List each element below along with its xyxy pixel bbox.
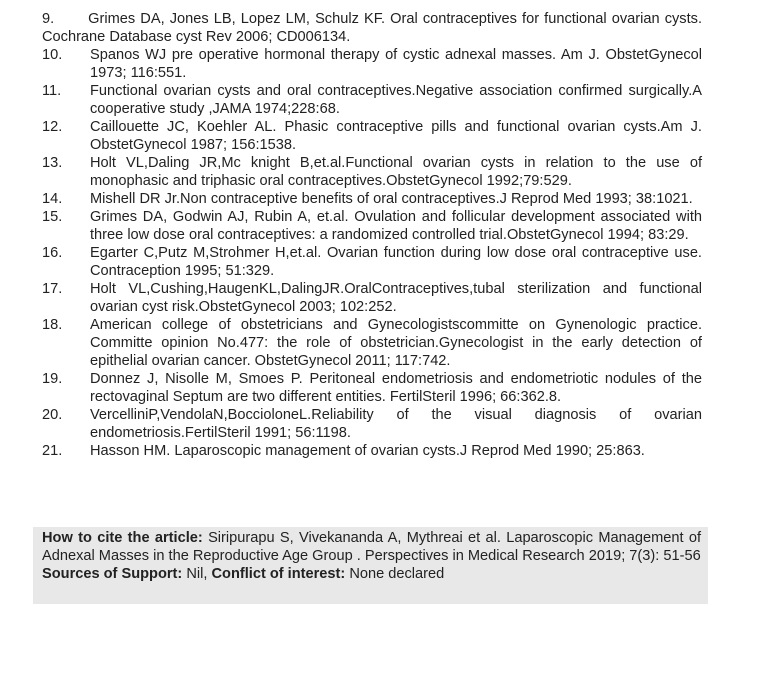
reference-item [42, 208, 702, 244]
reference-number: 16. [42, 245, 63, 261]
reference-item [42, 190, 702, 208]
reference-text: Grimes DA, Jones LB, Lopez LM, Schulz KF. Oral contraceptives for functional ovarian cysts. Cochrane Database cyst Rev 2006; CD006134. [42, 11, 702, 45]
reference-number: 15. [42, 209, 63, 225]
reference-number: 21. [42, 443, 63, 459]
reference-number: 13. [42, 155, 63, 171]
reference-item [42, 442, 702, 460]
conflict-label: Conflict of interest: [211, 566, 346, 582]
support-value: Nil, [186, 566, 208, 582]
reference-number: 17. [42, 281, 63, 297]
reference-item [42, 370, 702, 406]
conflict-value: None declared [349, 566, 445, 582]
reference-item [42, 82, 702, 118]
reference-number: 11. [42, 83, 62, 99]
reference-number: 20. [42, 407, 63, 423]
reference-text: Egarter C,Putz M,Strohmer H,et.al. Ovarian function during low dose oral contraceptive use. Contraception 1995; 51:329. [90, 245, 702, 279]
citation-box [33, 527, 708, 604]
reference-number: 10. [42, 47, 63, 63]
reference-text: Hasson HM. Laparoscopic management of ovarian cysts.J Reprod Med 1990; 25:863. [90, 443, 645, 459]
citation-label: How to cite the article: [42, 530, 203, 546]
reference-text: VercelliniP,VendolaN,BoccioloneL.Reliability of the visual diagnosis of ovarian endometriosis.FertilSteril 1991; 56:1198. [90, 407, 702, 441]
reference-item [42, 154, 702, 190]
reference-number: 18. [42, 317, 63, 333]
reference-text: American college of obstetricians and Gynecologistscommitte on Gynenologic practice. Committe opinion No.477: the role of obstetrician.Gynecologist in the early detection of epithelial ovarian cancer. ObstetGynecol 2011; 117:742. [90, 317, 702, 369]
support-label: Sources of Support: [42, 566, 183, 582]
reference-item [42, 316, 702, 370]
support-line [42, 565, 701, 583]
citation-paragraph [42, 529, 701, 565]
reference-number: 9. [42, 11, 55, 27]
reference-item [42, 118, 702, 154]
reference-list [42, 10, 702, 460]
reference-text: Functional ovarian cysts and oral contraceptives.Negative association confirmed surgically.A cooperative study ,JAMA 1974;228:68. [90, 83, 702, 117]
reference-number: 12. [42, 119, 63, 135]
citation-text: Siripurapu S, Vivekananda A, Mythreai et al. Laparoscopic Management of Adnexal Masses in the Reproductive Age Group . Perspectives in Medical Research 2019; 7(3): 51-56 [42, 530, 702, 564]
reference-text: Holt VL,Daling JR,Mc knight B,et.al.Functional ovarian cysts in relation to the use of monophasic and triphasic oral contraceptives.ObstetGynecol 1992;79:529. [90, 155, 702, 189]
reference-number: 14. [42, 191, 63, 207]
reference-text: Holt VL,Cushing,HaugenKL,DalingJR.OralContraceptives,tubal sterilization and functional ovarian cyst risk.ObstetGynecol 2003; 102:252. [90, 281, 702, 315]
reference-item [42, 406, 702, 442]
reference-item [42, 10, 702, 46]
reference-text: Caillouette JC, Koehler AL. Phasic contraceptive pills and functional ovarian cysts.Am J. ObstetGynecol 1987; 156:1538. [90, 119, 702, 153]
reference-text: Spanos WJ pre operative hormonal therapy of cystic adnexal masses. Am J. ObstetGynecol 1973; 116:551. [90, 47, 702, 81]
reference-number: 19. [42, 371, 63, 387]
reference-text: Donnez J, Nisolle M, Smoes P. Peritoneal endometriosis and endometriotic nodules of the rectovaginal Septum are two different entities. FertilSteril 1996; 66:362.8. [90, 371, 702, 405]
reference-item [42, 280, 702, 316]
reference-text: Grimes DA, Godwin AJ, Rubin A, et.al. Ovulation and follicular development associated with three low dose oral contraceptives: a randomized controlled trial.ObstetGynecol 1994; 83:29. [90, 209, 702, 243]
reference-item [42, 46, 702, 82]
reference-text: Mishell DR Jr.Non contraceptive benefits of oral contraceptives.J Reprod Med 1993; 38:1021. [90, 191, 693, 207]
reference-item [42, 244, 702, 280]
